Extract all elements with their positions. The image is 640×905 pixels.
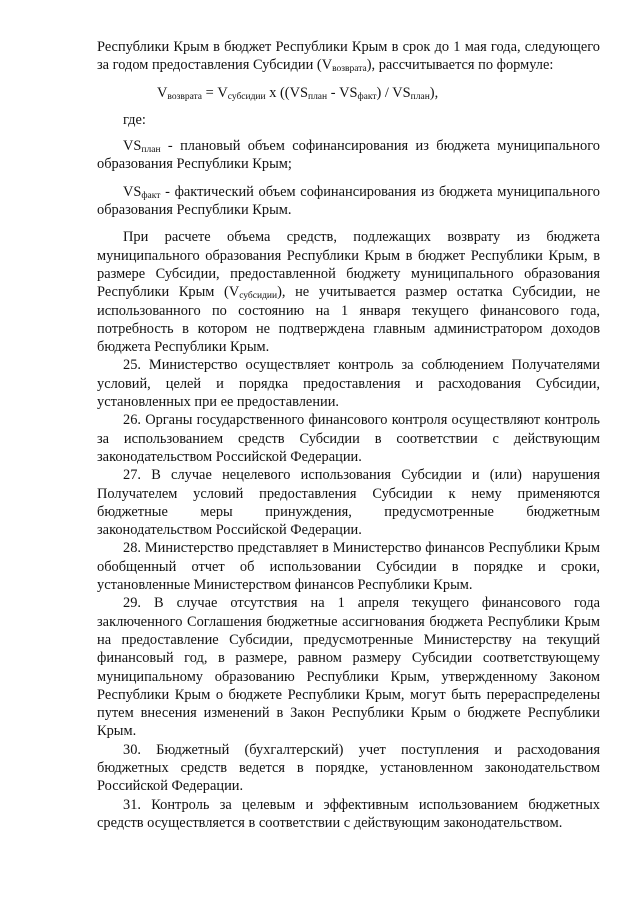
where-label: где:: [123, 111, 146, 128]
item-28: 28. Министерство представляет в Министерство финансов Республики Крым обобщенный отчет об использовании Субсидии в порядке и сроки, установленные Министерством финансов Республики Крым.: [97, 540, 600, 594]
return-formula: $V_{возврата} = V_{субсидии}$ x $((VS_{план} - VS_{факт}) / VS_{план})$,: [157, 84, 439, 102]
definition-plan: $VS_{план}$ - плановый объем софинансирования из бюджета муниципального образования Республики Крым;: [97, 138, 600, 173]
item-26: 26. Органы государственного финансового контроля осуществляют контроль за использованием средств Субсидии в соответствии с действующим законодательством Российской Федерации.: [97, 412, 600, 465]
item-31: 31. Контроль за целевым и эффективным использованием бюджетных средств осуществляется в соответствии с действующим законодательством.: [97, 796, 600, 831]
item-29: 29. В случае отсутствия на 1 апреля текущего финансового года заключенного Соглашения бюджетные ассигнования бюджета Республики Крым на предоставление Субсидии, предусмотренные Министерству на текущий финансовый год, в размере, равном размеру Субсидии соответствующему муниципальному образованию Республики Крым, утвержденному Законом Республики Крым о бюджете Республики Крым, могут быть перераспределены путем внесения изменений в Закон Республики Крым о бюджете Республики Крым.: [97, 595, 600, 740]
intro-paragraph: Республики Крым в бюджет Республики Крым в срок до 1 мая года, следующего за годом предоставления Субсидии $(V_{возврата})$, рассчитывается по формуле:: [97, 39, 600, 75]
item-25: 25. Министерство осуществляет контроль за соблюдением Получателями условий, целей и порядка предоставления и расходования Субсидии, установленных при ее предоставлении.: [97, 357, 600, 411]
document-page: [97, 38, 600, 832]
item-30: 30. Бюджетный (бухгалтерский) учет поступления и расходования бюджетных средств ведется в порядке, установленном законодательством Российской Федерации.: [97, 741, 600, 795]
item-27: 27. В случае нецелевого использования Субсидии и (или) нарушения Получателем условий предоставления Субсидии к нему применяются бюджетные меры принуждения, предусмотренные бюджетным законодательством Российской Федерации.: [97, 467, 600, 539]
definition-fact: $VS_{факт}$ - фактический объем софинансирования из бюджета муниципального образования Республики Крым.: [97, 183, 600, 219]
calculation-note: При расчете объема средств, подлежащих возврату из бюджета муниципального образования Республики Крым в бюджет Республики Крым, в размере Субсидии, предоставленной бюджету муниципального образования Республики Крым $(V_{субсидии})$, не учитывается размер остатка Субсидии, не использованного по состоянию на 1 января текущего финансового года, потребность в котором не подтверждена главным администратором доходов бюджета Республики Крым.: [97, 229, 600, 356]
